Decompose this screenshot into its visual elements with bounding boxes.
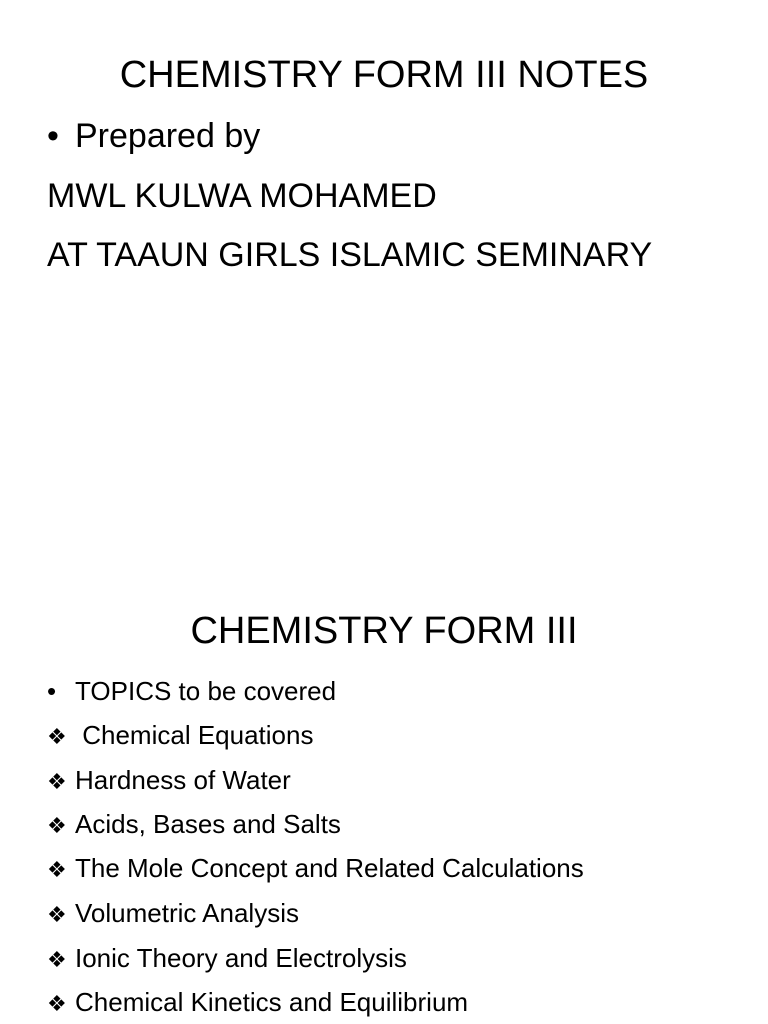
slide-title: CHEMISTRY FORM III <box>190 610 578 652</box>
topic-text: Acids, Bases and Salts <box>75 809 341 839</box>
topic-item <box>47 764 291 799</box>
diamond-bullet-icon: ❖ <box>47 770 67 795</box>
topic-item <box>47 852 584 887</box>
slide-title: CHEMISTRY FORM III NOTES <box>119 54 649 96</box>
topic-text: Chemical Kinetics and Equilibrium <box>75 987 469 1017</box>
prepared-by-line <box>47 116 260 156</box>
diamond-bullet-icon: ❖ <box>47 814 67 839</box>
bullet-icon: • <box>47 676 57 706</box>
school-name: AT TAAUN GIRLS ISLAMIC SEMINARY <box>47 236 653 274</box>
topics-intro <box>47 675 336 707</box>
diamond-bullet-icon: ❖ <box>47 858 67 883</box>
diamond-bullet-icon: ❖ <box>47 948 67 973</box>
author-name: MWL KULWA MOHAMED <box>47 177 437 215</box>
prepared-by-text: Prepared by <box>75 117 261 155</box>
topic-text: Hardness of Water <box>75 765 291 795</box>
topic-item <box>47 986 468 1021</box>
bullet-icon: • <box>47 117 59 155</box>
topic-item <box>47 897 299 932</box>
topic-text: The Mole Concept and Related Calculations <box>75 853 584 883</box>
topic-item <box>47 719 313 754</box>
diamond-bullet-icon: ❖ <box>47 725 67 750</box>
slide-topics <box>0 512 768 1024</box>
topic-item <box>47 808 341 843</box>
topic-text: Ionic Theory and Electrolysis <box>75 943 407 973</box>
topic-text: Volumetric Analysis <box>75 898 299 928</box>
topics-intro-text: TOPICS to be covered <box>75 676 337 706</box>
topic-item <box>47 942 407 977</box>
diamond-bullet-icon: ❖ <box>47 903 67 928</box>
topic-text: Chemical Equations <box>75 720 314 750</box>
diamond-bullet-icon: ❖ <box>47 992 67 1017</box>
